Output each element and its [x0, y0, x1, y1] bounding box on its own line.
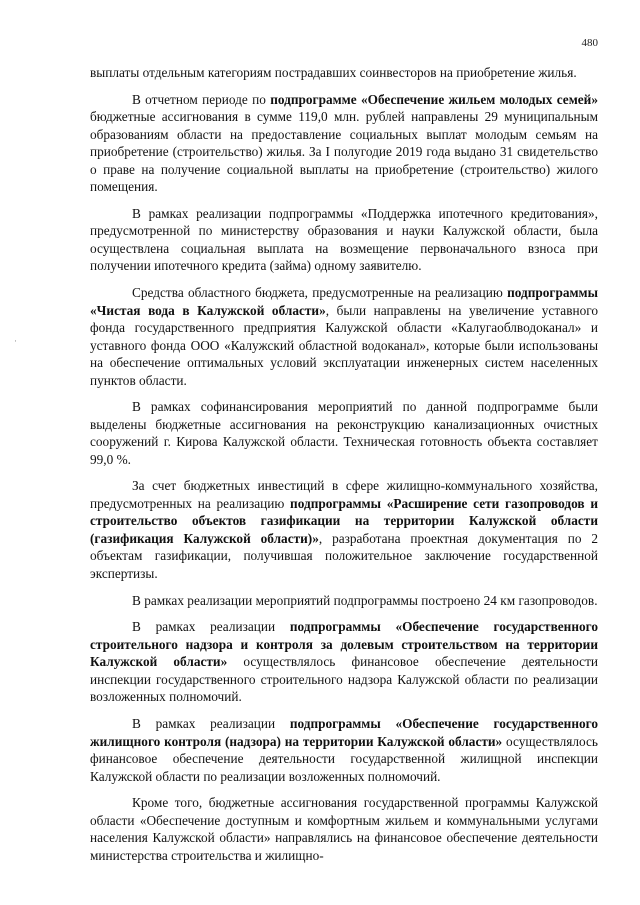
paragraph-8-text-a: В рамках реализации [132, 619, 290, 635]
document-body [90, 64, 598, 873]
paragraph-2-text-a: В отчетном периоде по [132, 91, 271, 107]
subprogram-clean-water: подпрограммы «Чистая вода в Калужской области» [90, 285, 598, 318]
paragraph-9 [90, 715, 598, 785]
paragraph-2-text-b: бюджетные ассигнования в сумме 119,0 млн. рублей направлены 29 муниципальным образованиям области на предоставление социальных выплат молодым семьям на приобретение (строительство) жилья. За I полугодие 2019 года выдано 31 свидетельство о праве на получение социальной выплаты на приобретение (строительство) жилого помещения. [90, 109, 598, 195]
paragraph-6 [90, 477, 598, 582]
paragraph-8 [90, 618, 598, 706]
paragraph-2 [90, 91, 598, 196]
paragraph-10 [90, 794, 598, 864]
paragraph-8-text-b: осуществлялось финансовое обеспечение деятельности инспекции государственного строительного надзора Калужской области по реализации возложенных полномочий. [90, 654, 598, 705]
paragraph-7-text: В рамках реализации мероприятий подпрограммы построено 24 км газопроводов. [132, 592, 598, 608]
paragraph-6-text-b: , разработана проектная документация по 2 объектам газификации, получившая положительное заключение государственной экспертизы. [90, 530, 598, 581]
paragraph-3 [90, 205, 598, 275]
page-number: 480 [581, 37, 598, 49]
paragraph-6-text-a: За счет бюджетных инвестиций в сфере жилищно-коммунального хозяйства, предусмотренных на реализацию [90, 478, 598, 511]
paragraph-9-text-b: осуществлялось финансовое обеспечение деятельности государственной жилищной инспекции Калужской области по реализации возложенных полномочий. [90, 733, 598, 784]
paragraph-3-text: В рамках реализации подпрограммы «Поддержка ипотечного кредитования», предусмотренной по министерству образования и науки Калужской области, была осуществлена социальная выплата на возмещение первоначального взноса при получении ипотечного кредита (займа) одному заявителю. [90, 205, 598, 274]
paragraph-4-text-a: Средства областного бюджета, предусмотренные на реализацию [132, 285, 508, 301]
paragraph-4-text-b: , были направлены на увеличение уставного фонда государственного предприятия Калужской области «Калугаоблводоканал» и уставного фонда ООО «Калужский областной водоканал», которые были использованы на обеспечение оптимальных условий эксплуатации инженерных систем населенных пунктов области. [90, 302, 599, 388]
paragraph-7 [90, 592, 598, 610]
paragraph-9-text-a: В рамках реализации [132, 716, 290, 731]
paragraph-5 [90, 398, 598, 468]
subprogram-construction-supervision: подпрограммы «Обеспечение государственного строительного надзора и контроля за долевым строительством на территории Калужской области» [90, 619, 598, 670]
paragraph-4 [90, 284, 598, 389]
subprogram-gasification: подпрограммы «Расширение сети газопроводов и строительство объектов газификации на территории Калужской области (газификация Калужской области)» [90, 495, 598, 546]
paragraph-10-text: Кроме того, бюджетные ассигнования государственной программы Калужской области «Обеспечение доступным и комфортным жильем и коммунальными услугами населения Калужской области» направлялись на финансовое обеспечение деятельности министерства строительства и жилищно- [90, 795, 598, 863]
paragraph-1-text: выплаты отдельным категориям пострадавших соинвесторов на приобретение жилья. [90, 65, 577, 80]
paragraph-5-text: В рамках софинансирования мероприятий по данной подпрограмме были выделены бюджетные ассигнования на реконструкцию канализационных очистных сооружений г. Кирова Калужской области. Техническая готовность объекта составляет 99,0 %. [90, 399, 598, 467]
margin-mark: · [14, 336, 17, 346]
subprogram-housing-control: подпрограммы «Обеспечение государственного жилищного контроля (надзора) на территории Калужской области» [90, 716, 598, 749]
paragraph-1 [90, 64, 598, 82]
subprogram-young-families: подпрограмме «Обеспечение жильем молодых семей» [270, 91, 598, 107]
